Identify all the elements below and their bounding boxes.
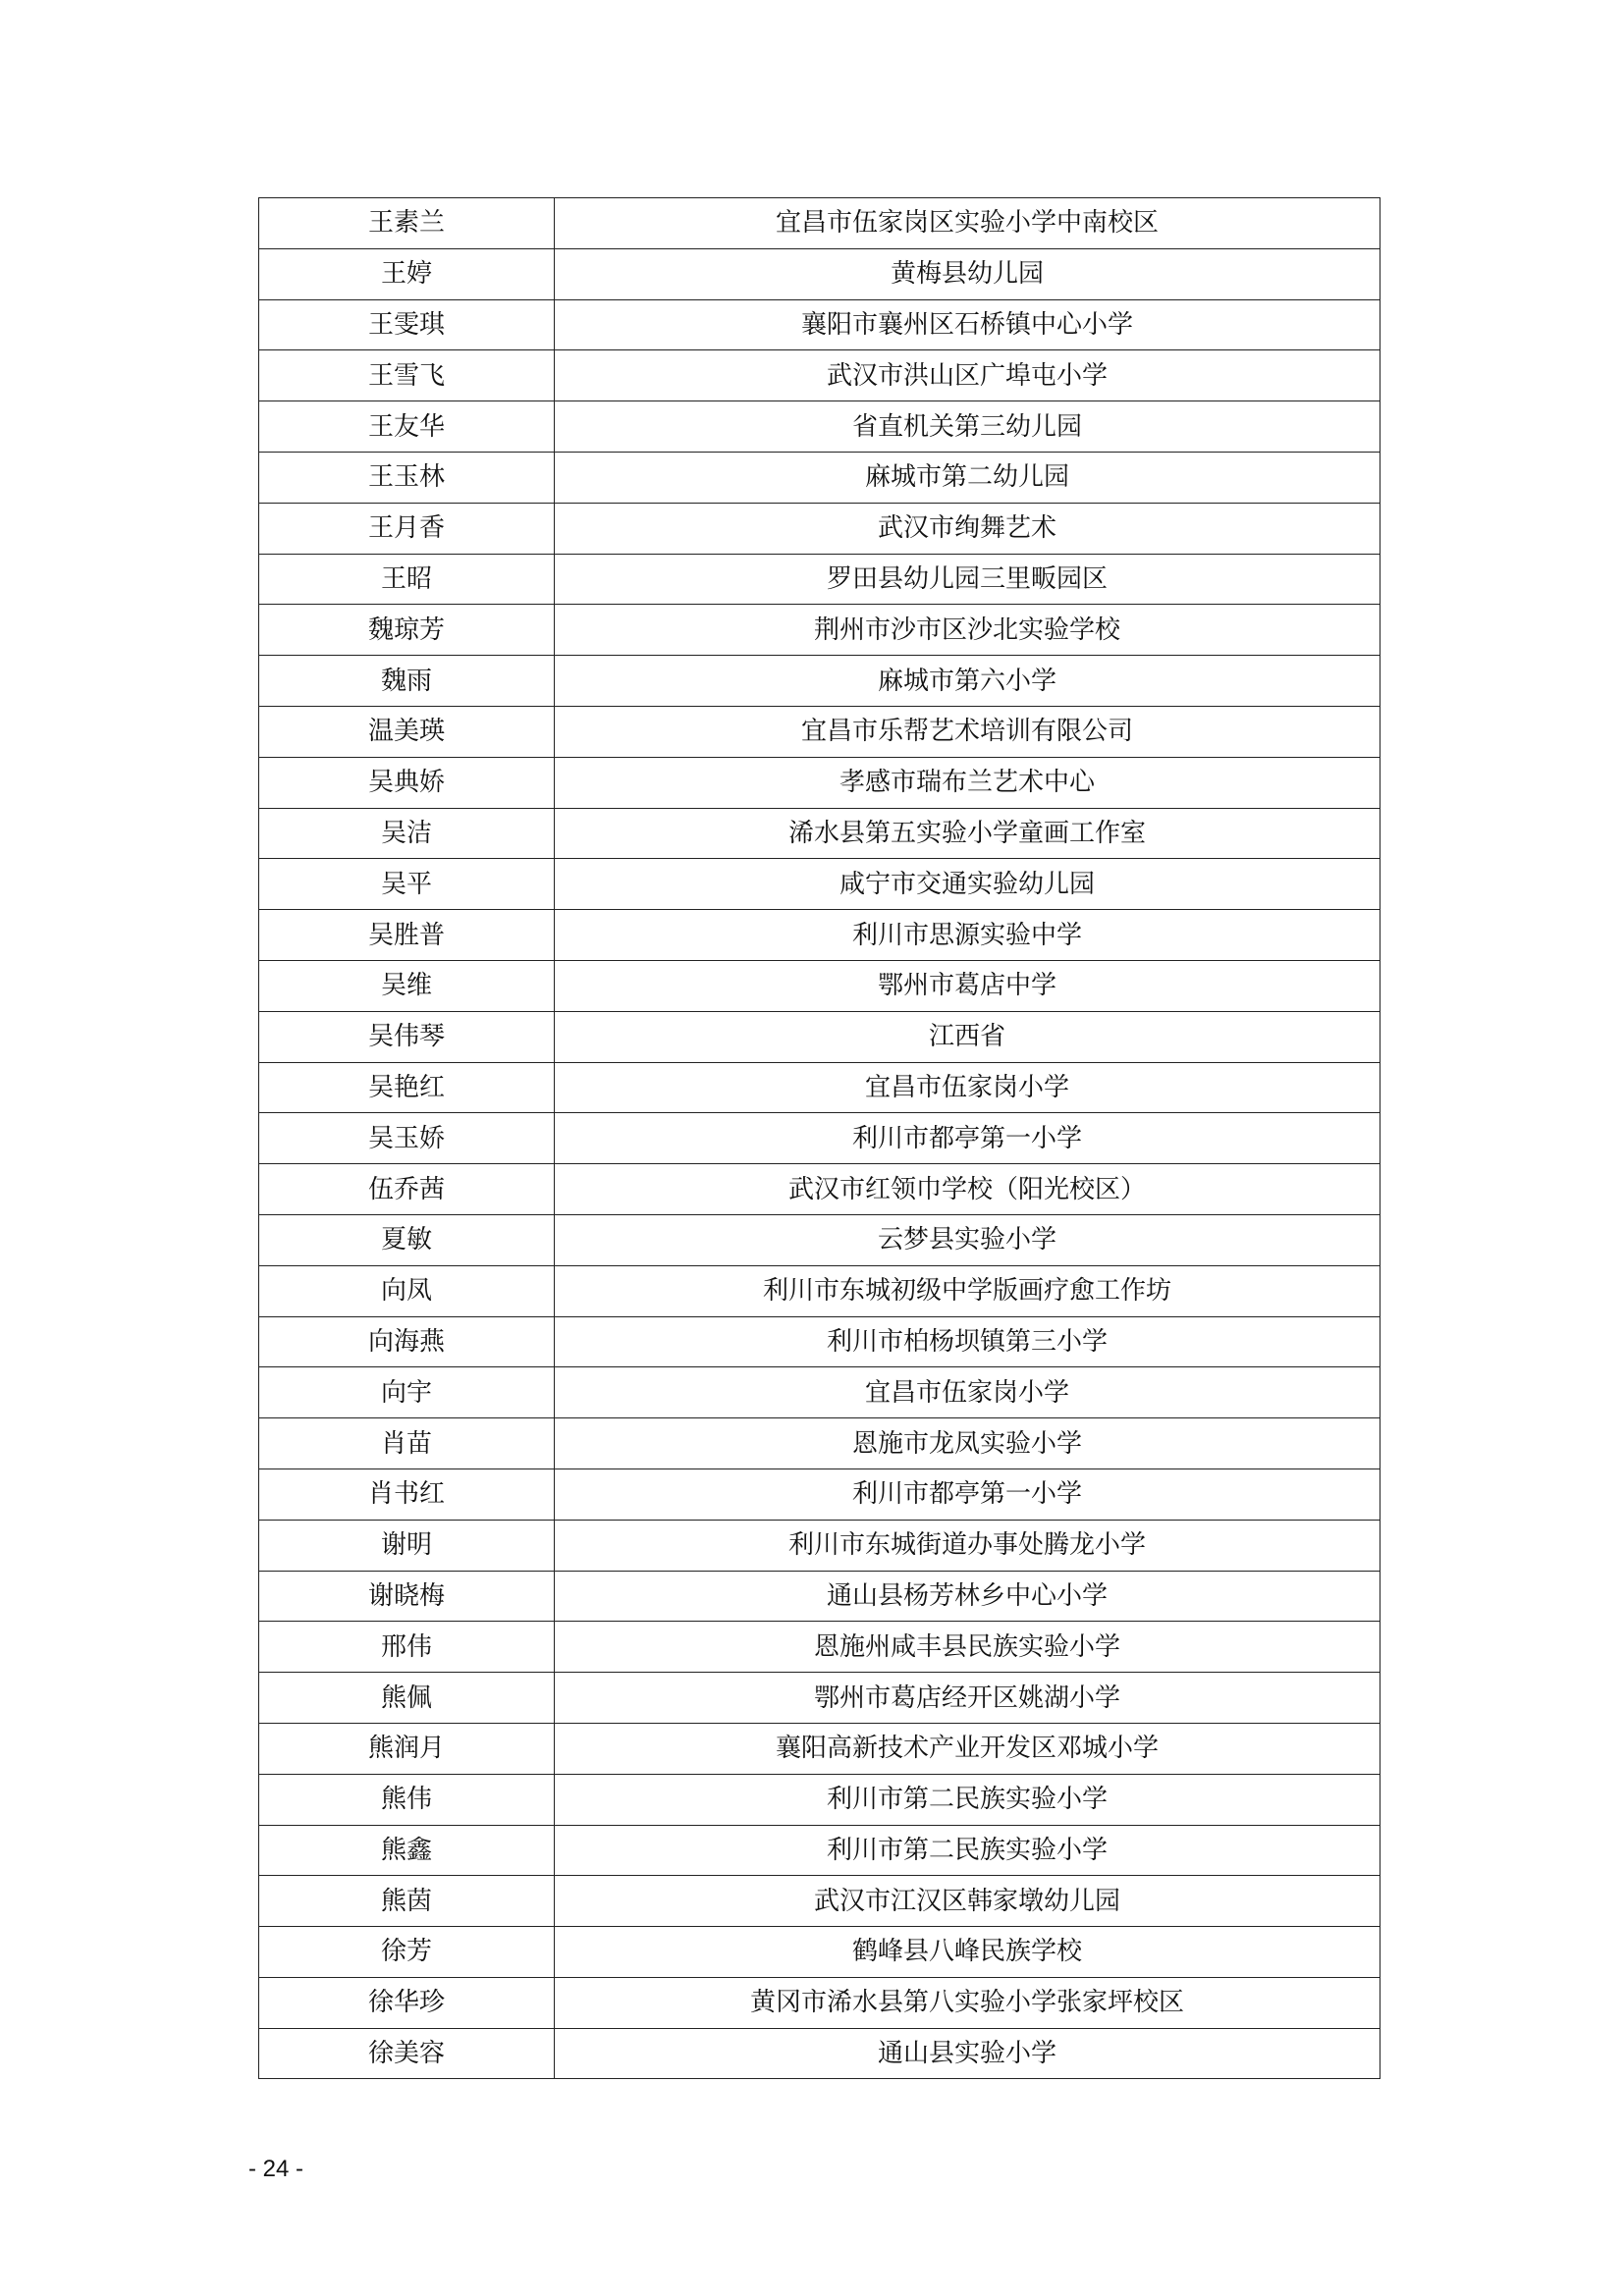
table-row (259, 1062, 1380, 1113)
table-row (259, 910, 1380, 961)
name-cell: 熊佩 (259, 1673, 555, 1724)
table-row (259, 757, 1380, 808)
organization-cell: 罗田县幼儿园三里畈园区 (555, 554, 1380, 605)
table-row (259, 1673, 1380, 1724)
table-row (259, 1723, 1380, 1774)
organization-cell: 孝感市瑞布兰艺术中心 (555, 757, 1380, 808)
name-cell: 温美瑛 (259, 706, 555, 757)
table-row (259, 503, 1380, 554)
organization-cell: 云梦县实验小学 (555, 1214, 1380, 1265)
name-cell: 吴伟琴 (259, 1011, 555, 1062)
table-row (259, 401, 1380, 453)
name-cell: 徐华珍 (259, 1977, 555, 2028)
table-row (259, 1520, 1380, 1571)
organization-cell: 利川市思源实验中学 (555, 910, 1380, 961)
organization-cell: 利川市东城初级中学版画疗愈工作坊 (555, 1265, 1380, 1316)
name-cell: 王友华 (259, 401, 555, 453)
table-row (259, 350, 1380, 401)
organization-cell: 鹤峰县八峰民族学校 (555, 1927, 1380, 1978)
organization-cell: 襄阳高新技术产业开发区邓城小学 (555, 1723, 1380, 1774)
name-cell: 向凤 (259, 1265, 555, 1316)
name-cell: 王玉林 (259, 452, 555, 503)
organization-cell: 恩施市龙凤实验小学 (555, 1418, 1380, 1469)
name-cell: 徐美容 (259, 2028, 555, 2079)
name-cell: 熊润月 (259, 1723, 555, 1774)
name-cell: 王素兰 (259, 198, 555, 249)
organization-cell: 咸宁市交通实验幼儿园 (555, 859, 1380, 910)
table-row (259, 1367, 1380, 1418)
name-cell: 王昭 (259, 554, 555, 605)
name-cell: 魏琼芳 (259, 605, 555, 656)
organization-cell: 武汉市江汉区韩家墩幼儿园 (555, 1876, 1380, 1927)
organization-cell: 宜昌市伍家岗区实验小学中南校区 (555, 198, 1380, 249)
table-row (259, 960, 1380, 1011)
organization-cell: 利川市都亭第一小学 (555, 1468, 1380, 1520)
name-cell: 吴维 (259, 960, 555, 1011)
name-cell: 伍乔茜 (259, 1164, 555, 1215)
organization-cell: 宜昌市伍家岗小学 (555, 1367, 1380, 1418)
organization-cell: 麻城市第二幼儿园 (555, 452, 1380, 503)
name-cell: 吴洁 (259, 808, 555, 859)
table-row (259, 1468, 1380, 1520)
organization-cell: 黄梅县幼儿园 (555, 248, 1380, 299)
table-row (259, 1927, 1380, 1978)
organization-cell: 麻城市第六小学 (555, 656, 1380, 707)
name-cell: 吴胜普 (259, 910, 555, 961)
organization-cell: 恩施州咸丰县民族实验小学 (555, 1622, 1380, 1673)
organization-cell: 省直机关第三幼儿园 (555, 401, 1380, 453)
table-row (259, 1265, 1380, 1316)
name-cell: 魏雨 (259, 656, 555, 707)
name-cell: 肖苗 (259, 1418, 555, 1469)
name-cell: 王月香 (259, 503, 555, 554)
table-row (259, 1113, 1380, 1164)
organization-cell: 宜昌市伍家岗小学 (555, 1062, 1380, 1113)
table-row (259, 1214, 1380, 1265)
organization-cell: 利川市第二民族实验小学 (555, 1774, 1380, 1825)
name-cell: 熊鑫 (259, 1825, 555, 1876)
name-cell: 向宇 (259, 1367, 555, 1418)
name-cell: 王婷 (259, 248, 555, 299)
table-row (259, 1418, 1380, 1469)
name-cell: 王雯琪 (259, 299, 555, 350)
organization-cell: 宜昌市乐帮艺术培训有限公司 (555, 706, 1380, 757)
organization-cell: 武汉市洪山区广埠屯小学 (555, 350, 1380, 401)
table-row (259, 1622, 1380, 1673)
roster-table (258, 197, 1380, 2079)
table-row (259, 1876, 1380, 1927)
name-cell: 熊伟 (259, 1774, 555, 1825)
name-cell: 吴典娇 (259, 757, 555, 808)
table-row (259, 554, 1380, 605)
organization-cell: 鄂州市葛店经开区姚湖小学 (555, 1673, 1380, 1724)
organization-cell: 江西省 (555, 1011, 1380, 1062)
name-cell: 谢明 (259, 1520, 555, 1571)
name-cell: 夏敏 (259, 1214, 555, 1265)
table-row (259, 1977, 1380, 2028)
organization-cell: 武汉市红领巾学校（阳光校区） (555, 1164, 1380, 1215)
name-cell: 邢伟 (259, 1622, 555, 1673)
name-cell: 吴艳红 (259, 1062, 555, 1113)
table-row (259, 1825, 1380, 1876)
table-row (259, 706, 1380, 757)
organization-cell: 利川市都亭第一小学 (555, 1113, 1380, 1164)
organization-cell: 鄂州市葛店中学 (555, 960, 1380, 1011)
organization-cell: 武汉市绚舞艺术 (555, 503, 1380, 554)
organization-cell: 利川市柏杨坝镇第三小学 (555, 1316, 1380, 1367)
table-row (259, 299, 1380, 350)
table-row (259, 198, 1380, 249)
table-row (259, 1774, 1380, 1825)
name-cell: 吴平 (259, 859, 555, 910)
name-cell: 向海燕 (259, 1316, 555, 1367)
organization-cell: 黄冈市浠水县第八实验小学张家坪校区 (555, 1977, 1380, 2028)
organization-cell: 浠水县第五实验小学童画工作室 (555, 808, 1380, 859)
table-row (259, 656, 1380, 707)
organization-cell: 利川市第二民族实验小学 (555, 1825, 1380, 1876)
name-cell: 谢晓梅 (259, 1571, 555, 1622)
name-cell: 吴玉娇 (259, 1113, 555, 1164)
table-row (259, 1164, 1380, 1215)
organization-cell: 襄阳市襄州区石桥镇中心小学 (555, 299, 1380, 350)
name-cell: 肖书红 (259, 1468, 555, 1520)
organization-cell: 通山县杨芳林乡中心小学 (555, 1571, 1380, 1622)
table-row (259, 2028, 1380, 2079)
table-row (259, 1011, 1380, 1062)
name-cell: 王雪飞 (259, 350, 555, 401)
table-row (259, 808, 1380, 859)
name-cell: 徐芳 (259, 1927, 555, 1978)
table-row (259, 248, 1380, 299)
table-row (259, 452, 1380, 503)
roster-table-body (259, 198, 1380, 2079)
table-row (259, 1316, 1380, 1367)
table-row (259, 859, 1380, 910)
table-row (259, 1571, 1380, 1622)
organization-cell: 荆州市沙市区沙北实验学校 (555, 605, 1380, 656)
name-cell: 熊茵 (259, 1876, 555, 1927)
organization-cell: 通山县实验小学 (555, 2028, 1380, 2079)
table-row (259, 605, 1380, 656)
page-number: - 24 - (248, 2156, 304, 2182)
organization-cell: 利川市东城街道办事处腾龙小学 (555, 1520, 1380, 1571)
